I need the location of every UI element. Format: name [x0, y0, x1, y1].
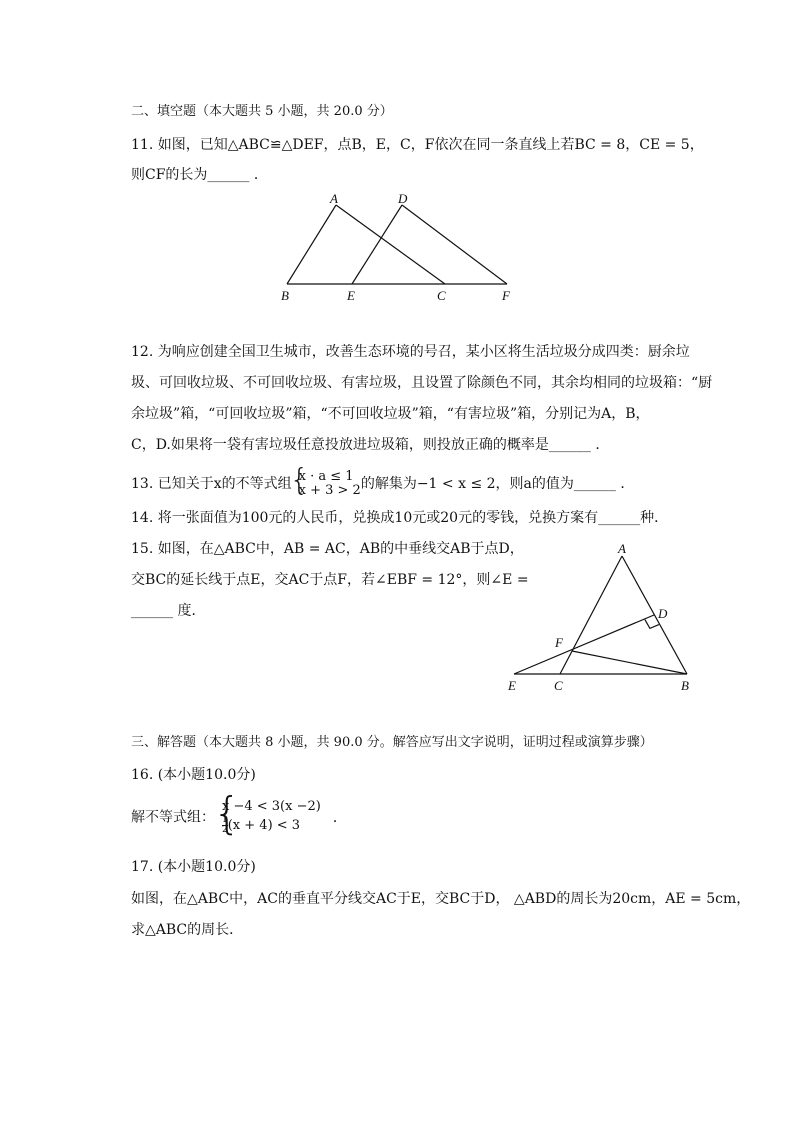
q11-label-A: A	[330, 191, 338, 206]
section-heading-answer: 三、解答题（本大题共 8 小题，共 90.0 分。解答应写出文字说明，证明过程或演算步骤）	[131, 735, 653, 750]
q16-inequality-2	[222, 816, 321, 835]
q11-text-line1: 11. 如图，已知△ABC≌△DEF，点B，E，C，F依次在同一条直线上若BC = 8，CE = 5，	[131, 137, 704, 153]
q15-label-A: A	[618, 541, 626, 556]
q15-label-D: D	[658, 606, 668, 621]
q12-text-line2: 圾、可回收垃圾、不可回收垃圾、有害垃圾，且设置了除颜色不同，其余均相同的垃圾箱：“厨	[131, 375, 713, 391]
q16-inequality-1: { x −4 < 3(x −2)	[222, 799, 321, 814]
q15-text-line2: 交BC的延长线于点E，交AC于点F，若∠EBF = 12°，则∠E =	[131, 572, 529, 588]
q15-label-C: C	[554, 678, 563, 693]
q16-inequality-2-rest: (x + 4) < 3	[227, 818, 301, 833]
q17-title: 17. (本小题10.0分)	[131, 859, 256, 875]
q11-label-C: C	[437, 288, 446, 303]
q11-segment-AC	[336, 205, 445, 284]
q17-text-line2: 求△ABC的周长．	[131, 922, 244, 938]
q15-text-line1: 15. 如图，在△ABC中，AB = AC，AB的中垂线交AB于点D，	[131, 541, 524, 557]
q16-title: 16. (本小题10.0分)	[131, 767, 256, 783]
q11-text-line2: 则CF的长为______ ．	[131, 167, 268, 183]
q15-segment-AC	[560, 556, 622, 674]
q13-inequality-2: x + 3 > 2	[298, 483, 361, 498]
q11-segment-DF	[402, 205, 507, 284]
q15-segment-ED	[514, 615, 654, 674]
q14-text: 14. 将一张面值为100元的人民币，兑换成10元或20元的零钱，兑换方案有______种．	[131, 510, 669, 526]
q11-label-F: F	[502, 288, 510, 303]
q11-segment-AB	[287, 205, 336, 284]
q16-content	[131, 800, 347, 835]
q11-label-D: D	[398, 191, 408, 206]
q16-fraction-numerator: 1	[222, 815, 228, 825]
q16-inequality-system	[215, 800, 321, 835]
q13-text	[131, 470, 634, 498]
q16-fraction	[222, 816, 228, 835]
q15-figure	[500, 538, 710, 698]
q12-text-line3: 余垃圾”箱，“可回收垃圾”箱，“不可回收垃圾”箱，“有害垃圾”箱，分别记为A，B，	[131, 406, 650, 422]
q15-label-E: E	[508, 678, 516, 693]
q15-segment-FB	[572, 651, 687, 674]
q16-suffix: ．	[332, 809, 347, 826]
q13-inequality-1: { x · a ≤ 1	[298, 469, 354, 484]
section-heading-fill-in: 二、填空题（本大题共 5 小题，共 20.0 分）	[131, 104, 393, 119]
q11-segment-DE	[352, 205, 402, 284]
q16-fraction-denominator: 2	[222, 825, 228, 835]
q15-right-angle-mark	[645, 620, 659, 629]
q15-segment-AB	[622, 556, 687, 674]
q15-text-line3: ______ 度．	[131, 603, 206, 619]
q15-label-F: F	[555, 635, 563, 650]
q12-text-line1: 12. 为响应创建全国卫生城市，改善生态环境的号召，某小区将生活垃圾分成四类：厨余垃	[131, 344, 690, 360]
q11-figure	[270, 188, 530, 308]
q13-suffix: 的解集为−1 < x ≤ 2，则a的值为______ ．	[360, 476, 635, 492]
q11-label-E: E	[347, 288, 355, 303]
q11-label-B: B	[281, 288, 289, 303]
q13-inequality-system	[292, 470, 361, 498]
q17-text-line1: 如图，在△ABC中，AC的垂直平分线交AC于E，交BC于D， △ABD的周长为20cm，AE = 5cm，	[131, 891, 751, 907]
q12-text-line4: C，D.如果将一袋有害垃圾任意投放进垃圾箱，则投放正确的概率是______ ．	[131, 437, 610, 453]
q16-prefix: 解不等式组：	[131, 809, 215, 826]
q13-prefix: 13. 已知关于x的不等式组	[131, 476, 292, 492]
q15-label-B: B	[681, 678, 689, 693]
